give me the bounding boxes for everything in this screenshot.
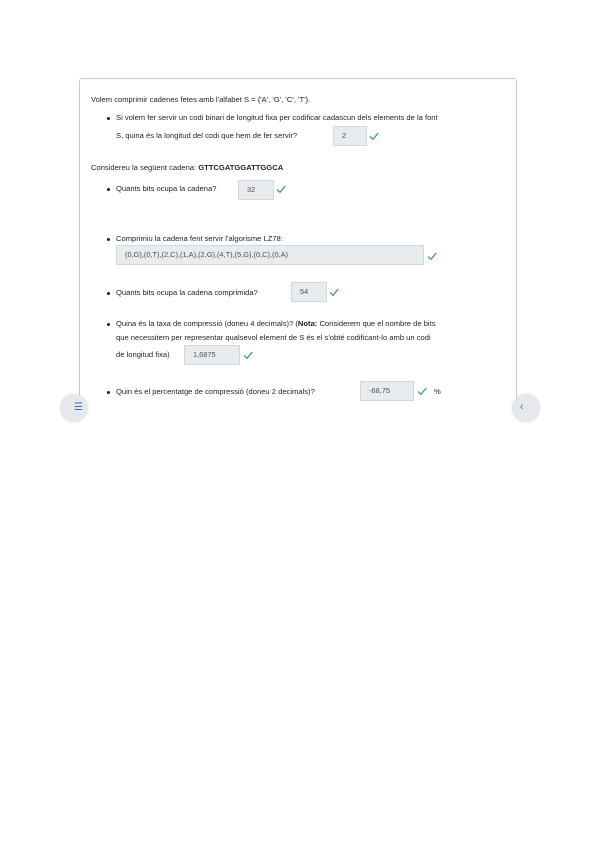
q5-text-line3: de longitud fixa) [116, 350, 170, 359]
check-icon [427, 251, 437, 261]
sequence-label: Considereu la següent cadena: [91, 163, 197, 172]
collapse-drawer-button[interactable] [512, 394, 540, 422]
bullet [107, 117, 110, 120]
q1-text-line2: S, quina és la longitud del codi que hem de fer servir? [116, 131, 298, 140]
q1-text-line1: Si volem fer servir un codi binari de longitud fixa per codificar cadascun dels elements de la font [116, 113, 438, 122]
q2-text: Quants bits ocupa la cadena? [116, 184, 217, 193]
bullet [107, 188, 110, 191]
check-icon [369, 131, 379, 141]
intro-text: Volem comprimir cadenes fetes amb l'alfabet S = {'A', 'G', 'C', 'T'}. [91, 95, 311, 104]
check-icon [243, 350, 253, 360]
q5-text-line1 [116, 319, 436, 329]
chevron-left-icon: ‹ [520, 401, 524, 413]
q1-answer-field[interactable]: 2 [333, 126, 367, 146]
q6-text: Quin és el percentatge de compressió (doneu 2 decimals)? [116, 387, 315, 396]
q5-text-post: Considerem que el nombre de bits [317, 319, 436, 328]
bullet [107, 323, 110, 326]
check-icon [329, 287, 339, 297]
q2-answer-field[interactable]: 32 [238, 180, 274, 200]
q4-text: Quants bits ocupa la cadena comprimida? [116, 288, 258, 297]
q3-text: Comprimiu la cadena fent servir l'algorisme LZ78: [116, 234, 283, 243]
bullet [107, 391, 110, 394]
q4-answer-field[interactable]: 54 [291, 282, 327, 302]
q5-note-label: Nota: [297, 319, 318, 328]
sequence-line [91, 163, 283, 173]
check-icon [276, 184, 286, 194]
menu-icon: ☰ [74, 402, 83, 413]
q3-answer-field[interactable]: (0,G),(0,T),(2,C),(1,A),(2,G),(4,T),(5,G),(0,C),(0,A) [116, 245, 424, 265]
sequence-value: GTTCGATGGATTGGCA [198, 163, 284, 172]
q6-unit: % [434, 387, 441, 396]
check-icon [417, 386, 427, 396]
q5-text-pre: Quina és la taxa de compressió (doneu 4 decimals)? ( [116, 319, 298, 328]
question-card [79, 78, 517, 410]
bullet [107, 238, 110, 241]
drawer-toggle-button[interactable] [60, 394, 88, 422]
q6-answer-field[interactable]: -68,75 [360, 381, 414, 401]
q5-text-line2: que necessitem per representar qualsevol element de S és el s'obté codificant-lo amb un codi [116, 333, 431, 342]
q5-answer-field[interactable]: 1,6875 [184, 345, 240, 365]
bullet [107, 292, 110, 295]
